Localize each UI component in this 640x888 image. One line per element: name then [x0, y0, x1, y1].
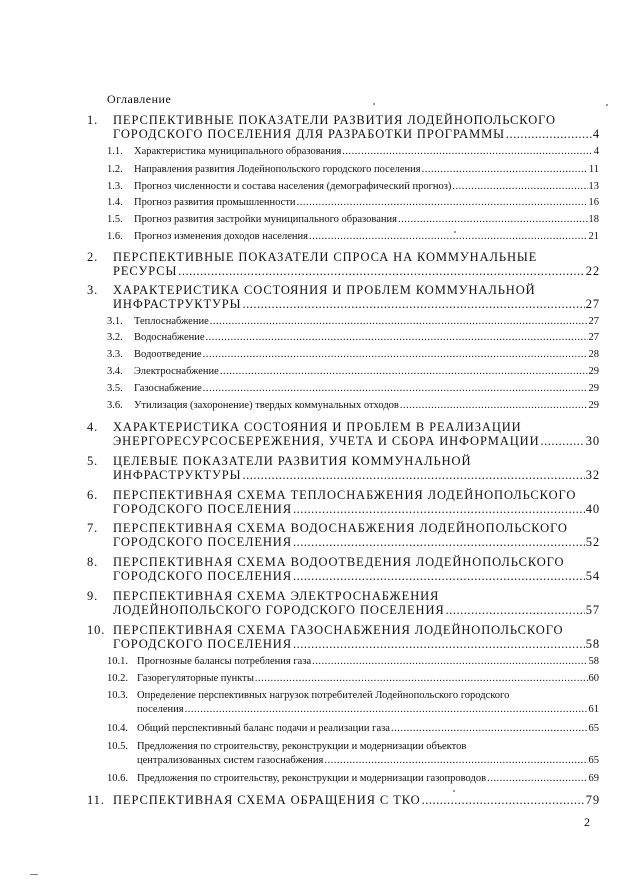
- toc-entry-title: ГОРОДСКОГО ПОСЕЛЕНИЯ: [113, 502, 292, 516]
- toc-entry-title: Направления развития Лодейнопольского городского поселения: [134, 164, 421, 175]
- toc-entry-title: ПЕРСПЕКТИВНЫЕ ПОКАЗАТЕЛИ СПРОСА НА КОММУНАЛЬНЫЕ: [113, 250, 538, 264]
- toc-entry-9[interactable]: [87, 589, 600, 617]
- toc-entry-number: 1.4.: [107, 197, 123, 208]
- dot-leader: [293, 637, 585, 651]
- toc-entry-title: Теплоснабжение: [134, 316, 209, 327]
- dot-leader: [422, 793, 585, 807]
- toc-entry-title: ИНФРАСТРУКТУРЫ: [113, 297, 242, 311]
- toc-page-number: 54: [585, 569, 600, 583]
- toc-page-number: 58: [585, 637, 600, 651]
- scan-speck: [454, 231, 456, 233]
- toc-entry-title: ПЕРСПЕКТИВНАЯ СХЕМА ОБРАЩЕНИЯ С ТКО: [113, 793, 421, 807]
- dot-leader: [487, 773, 587, 785]
- toc-page-number: 22: [585, 264, 600, 278]
- toc-entry-10[interactable]: [87, 623, 600, 651]
- toc-page-number: 29: [588, 400, 599, 411]
- toc-entry-3-2[interactable]: [107, 332, 599, 344]
- scan-speck: [453, 790, 455, 792]
- toc-entry-title: Прогнозные балансы потребления газа: [137, 656, 312, 667]
- toc-entry-number: 1.2.: [107, 164, 123, 175]
- toc-entry-number: 1.: [87, 113, 99, 127]
- toc-entry-1-3[interactable]: [107, 181, 599, 193]
- toc-entry-3-4[interactable]: [107, 366, 599, 378]
- toc-entry-11[interactable]: [87, 793, 600, 808]
- toc-entry-number: 4.: [87, 420, 99, 434]
- dot-leader: [506, 127, 592, 141]
- dot-leader: [309, 231, 588, 243]
- toc-page-number: 32: [585, 468, 600, 482]
- toc-page-number: 60: [588, 673, 599, 684]
- dot-leader: [220, 366, 588, 378]
- dot-leader: [293, 535, 585, 549]
- toc-page-number: 27: [585, 297, 600, 311]
- toc-entry-10-3[interactable]: [107, 689, 599, 716]
- toc-entry-8[interactable]: [87, 555, 600, 583]
- dot-leader: [185, 703, 588, 717]
- toc-entry-number: 3.1.: [107, 316, 123, 327]
- toc-page-number: 57: [585, 603, 600, 617]
- dot-leader: [255, 673, 588, 685]
- toc-entry-title: ПЕРСПЕКТИВНАЯ СХЕМА ВОДООТВЕДЕНИЯ ЛОДЕЙНОПОЛЬСКОГО: [113, 555, 565, 569]
- toc-page-number: 52: [585, 535, 600, 549]
- dot-leader: [210, 316, 588, 328]
- toc-entry-title: ГОРОДСКОГО ПОСЕЛЕНИЯ: [113, 535, 292, 549]
- toc-page-number: 21: [588, 231, 599, 242]
- toc-entry-number: 11.: [87, 793, 105, 807]
- toc-entry-1-1[interactable]: [107, 146, 599, 158]
- toc-entry-number: 10.2.: [107, 673, 128, 684]
- toc-page-number: 27: [588, 316, 599, 327]
- toc-entry-10-1[interactable]: [107, 656, 599, 668]
- toc-entry-title: РЕСУРСЫ: [113, 264, 178, 278]
- toc-entry-6[interactable]: [87, 488, 600, 516]
- toc-entry-3-1[interactable]: [107, 316, 599, 328]
- toc-entry-number: 10.6.: [107, 773, 128, 784]
- toc-entry-title: ИНФРАСТРУКТУРЫ: [113, 468, 242, 482]
- toc-entry-number: 10.4.: [107, 723, 128, 734]
- toc-page-number: 40: [585, 502, 600, 516]
- toc-entry-7[interactable]: [87, 521, 600, 549]
- scan-speck: [30, 874, 38, 875]
- toc-entry-number: 1.6.: [107, 231, 123, 242]
- toc-page-number: 28: [588, 349, 599, 360]
- toc-entry-title: Прогноз развития промышленности: [134, 197, 296, 208]
- toc-entry-title: ПЕРСПЕКТИВНАЯ СХЕМА ГАЗОСНАБЖЕНИЯ ЛОДЕЙНОПОЛЬСКОГО: [113, 623, 564, 637]
- dot-leader: [446, 603, 585, 617]
- toc-entry-number: 1.3.: [107, 181, 123, 192]
- toc-page-number: 65: [588, 723, 599, 734]
- toc-entry-number: 9.: [87, 589, 99, 603]
- toc-entry-title: Общий перспективный баланс подачи и реализации газа: [137, 723, 390, 734]
- toc-entry-title: Газорегуляторные пункты: [137, 673, 254, 684]
- dot-leader: [391, 723, 588, 735]
- toc-entry-number: 10.3.: [107, 690, 128, 701]
- dot-leader: [178, 264, 584, 278]
- dot-leader: [541, 434, 585, 448]
- toc-entry-title: Прогноз численности и состава населения (демографический прогноз): [134, 181, 452, 192]
- toc-entry-title: ЦЕЛЕВЫЕ ПОКАЗАТЕЛИ РАЗВИТИЯ КОММУНАЛЬНОЙ: [113, 454, 472, 468]
- toc-entry-title: ГОРОДСКОГО ПОСЕЛЕНИЯ: [113, 569, 292, 583]
- toc-entry-number: 7.: [87, 521, 99, 535]
- toc-entry-number: 1.5.: [107, 214, 123, 225]
- toc-entry-title: ЛОДЕЙНОПОЛЬСКОГО ГОРОДСКОГО ПОСЕЛЕНИЯ: [113, 603, 445, 617]
- dot-leader: [324, 754, 587, 768]
- toc-page-number: 11: [588, 164, 599, 175]
- toc-entry-title: Прогноз развития застройки муниципального образования: [134, 214, 397, 225]
- toc-page-number: 29: [588, 383, 599, 394]
- dot-leader: [342, 146, 592, 158]
- toc-page-number: 27: [588, 332, 599, 343]
- toc-entry-title: ПЕРСПЕКТИВНАЯ СХЕМА ЭЛЕКТРОСНАБЖЕНИЯ: [113, 589, 440, 603]
- toc-entry-3-5[interactable]: [107, 383, 599, 395]
- toc-page-number: 79: [585, 793, 600, 807]
- toc-page-number: 58: [588, 656, 599, 667]
- toc-entry-1-6[interactable]: [107, 231, 599, 243]
- toc-entry-title: ПЕРСПЕКТИВНАЯ СХЕМА ТЕПЛОСНАБЖЕНИЯ ЛОДЕЙНОПОЛЬСКОГО: [113, 488, 577, 502]
- toc-entry-title: ПЕРСПЕКТИВНЫЕ ПОКАЗАТЕЛИ РАЗВИТИЯ ЛОДЕЙНОПОЛЬСКОГО: [113, 113, 556, 127]
- toc-entry-3-3[interactable]: [107, 349, 599, 361]
- toc-entry-number: 10.: [87, 623, 106, 637]
- toc-entry-10-2[interactable]: [107, 673, 599, 685]
- toc-entry-2[interactable]: [87, 250, 600, 278]
- toc-page-number: 13: [588, 181, 599, 192]
- toc-page-number: 69: [588, 773, 599, 784]
- dot-leader: [398, 214, 588, 226]
- dot-leader: [293, 502, 585, 516]
- toc-entry-number: 8.: [87, 555, 99, 569]
- toc-entry-3[interactable]: [87, 283, 600, 311]
- toc-page-number: 29: [588, 366, 599, 377]
- toc-entry-1[interactable]: [87, 113, 600, 141]
- toc-page-number: 65: [588, 754, 599, 766]
- toc-entry-10-4[interactable]: [107, 723, 599, 735]
- toc-entry-10-5[interactable]: [107, 740, 599, 767]
- toc-entry-title: Утилизация (захоронение) твердых коммунальных отходов: [134, 400, 399, 411]
- toc-entry-number: 3.5.: [107, 383, 123, 394]
- dot-leader: [206, 332, 588, 344]
- toc-entry-title: ПЕРСПЕКТИВНАЯ СХЕМА ВОДОСНАБЖЕНИЯ ЛОДЕЙНОПОЛЬСКОГО: [113, 521, 568, 535]
- toc-entry-title: Характеристика муниципального образования: [134, 146, 342, 157]
- toc-entry-number: 2.: [87, 250, 99, 264]
- toc-entry-number: 6.: [87, 488, 99, 502]
- toc-entry-number: 1.1.: [107, 146, 123, 157]
- toc-entry-number: 10.5.: [107, 741, 128, 752]
- dot-leader: [242, 297, 584, 311]
- toc-entry-title: ХАРАКТЕРИСТИКА СОСТОЯНИЯ И ПРОБЛЕМ КОММУНАЛЬНОЙ: [113, 283, 536, 297]
- toc-entry-4[interactable]: [87, 420, 600, 448]
- toc-heading: Оглавление: [107, 92, 172, 106]
- toc-entry-title: ЭНЕРГОРЕСУРСОСБЕРЕЖЕНИЯ, УЧЕТА И СБОРА ИНФОРМАЦИИ: [113, 434, 540, 448]
- toc-entry-title: ХАРАКТЕРИСТИКА СОСТОЯНИЯ И ПРОБЛЕМ В РЕАЛИЗАЦИИ: [113, 420, 522, 434]
- toc-entry-title: Определение перспективных нагрузок потребителей Лодейнопольского городского: [137, 690, 510, 701]
- toc-entry-3-6[interactable]: [107, 400, 599, 412]
- toc-entry-title: централизованных систем газоснабжения: [137, 754, 324, 766]
- toc-entry-1-5[interactable]: [107, 214, 599, 226]
- dot-leader: [297, 197, 588, 209]
- toc-entry-5[interactable]: [87, 454, 600, 482]
- toc-entry-number: 3.6.: [107, 400, 123, 411]
- toc-entry-title: Газоснабжение: [134, 383, 202, 394]
- page-number: 2: [584, 815, 590, 829]
- toc-entry-title: Предложения по строительству, реконструкции и модернизации объектов: [137, 741, 467, 752]
- toc-entry-number: 3.: [87, 283, 99, 297]
- dot-leader: [203, 383, 588, 395]
- toc-page-number: 4: [592, 127, 600, 141]
- toc-entry-10-6[interactable]: [107, 773, 599, 785]
- toc-entry-title: Водоотведение: [134, 349, 202, 360]
- scan-speck: [373, 103, 375, 105]
- dot-leader: [400, 400, 588, 412]
- dot-leader: [312, 656, 587, 668]
- dot-leader: [422, 164, 588, 176]
- toc-entry-1-2[interactable]: [107, 164, 599, 176]
- toc-entry-number: 5.: [87, 454, 99, 468]
- dot-leader: [203, 349, 588, 361]
- toc-entry-number: 10.1.: [107, 656, 128, 667]
- toc-entry-title: Электроснабжение: [134, 366, 219, 377]
- toc-entry-title: ГОРОДСКОГО ПОСЕЛЕНИЯ: [113, 637, 292, 651]
- toc-page-number: 61: [588, 703, 599, 715]
- scan-speck: [606, 104, 608, 106]
- toc-entry-number: 3.2.: [107, 332, 123, 343]
- toc-entry-1-4[interactable]: [107, 197, 599, 209]
- toc-page-number: 18: [588, 214, 599, 225]
- toc-entry-title: Прогноз изменения доходов населения: [134, 231, 308, 242]
- toc-entry-number: 3.3.: [107, 349, 123, 360]
- toc-entry-title: Предложения по строительству, реконструкции и модернизации газопроводов: [137, 773, 487, 784]
- toc-page-number: 30: [585, 434, 600, 448]
- toc-entry-title: Водоснабжение: [134, 332, 205, 343]
- toc-page-number: 16: [588, 197, 599, 208]
- toc-entry-number: 3.4.: [107, 366, 123, 377]
- toc-entry-title: ГОРОДСКОГО ПОСЕЛЕНИЯ ДЛЯ РАЗРАБОТКИ ПРОГРАММЫ: [113, 127, 505, 141]
- dot-leader: [242, 468, 584, 482]
- toc-entry-title: поселения: [137, 703, 184, 715]
- dot-leader: [452, 181, 587, 193]
- dot-leader: [293, 569, 585, 583]
- toc-page-number: 4: [593, 146, 599, 157]
